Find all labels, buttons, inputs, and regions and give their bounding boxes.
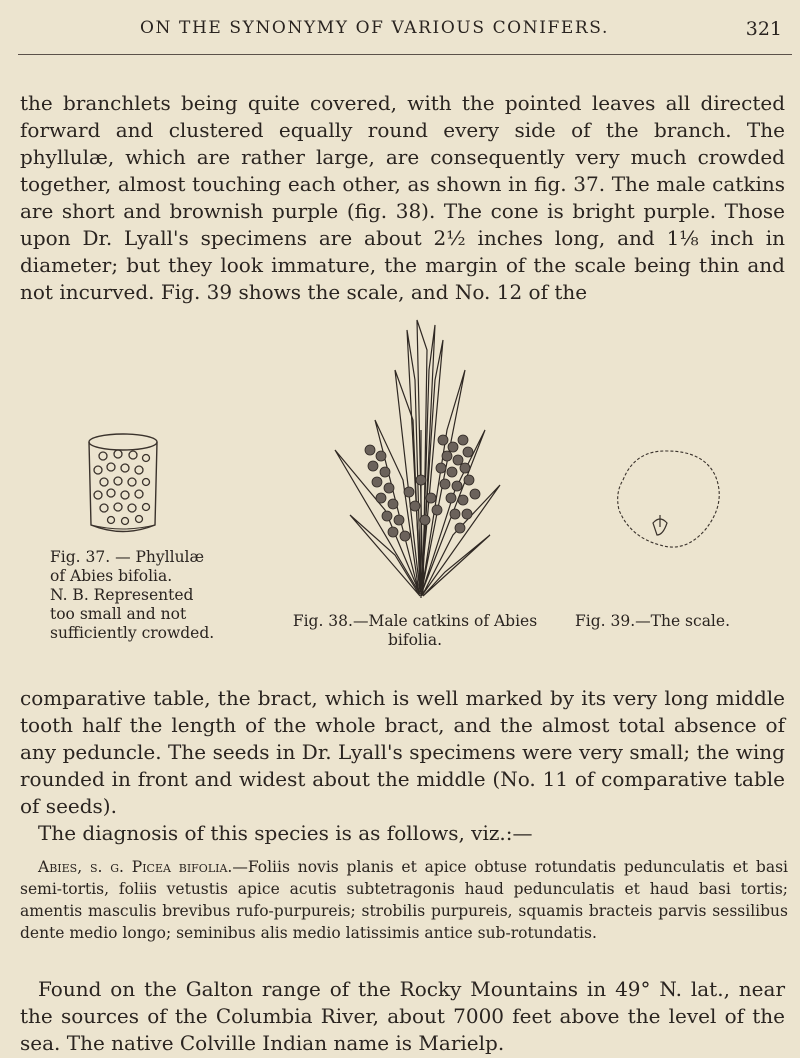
diagnosis-text: —Foliis novis planis et apice obtuse rotundatis pedunculatis et basi semi-tortis, foliis vetustis apice acutis subtetragonis haud pedunculatis et haud basi tortis; amentis masculis brevibus rufo-purpureis; strobilis purpureis, squamis bracteis parvis sessilibus dente medio longo; seminibus alis medio latissimis antice sub-rotundatis.: [20, 857, 789, 942]
fig38-caption-line: Fig. 38.—Male catkins of Abies: [292, 612, 538, 630]
paragraph-mid: comparative table, the bract, which is well marked by its very long middle tooth half the length of the whole bract, and the almost total absence of any peduncle. The seeds in Dr. Lyall's specimens were very small; the wing rounded in front and widest about the middle (No. 11 of comparative table of seeds).: [20, 686, 785, 818]
page-number: 321: [745, 18, 782, 40]
fig37-caption-line: sufficiently crowded.: [50, 624, 215, 642]
running-title: ON THE SYNONYMY OF VARIOUS CONIFERS.: [140, 18, 609, 38]
phyllulae-drawing: [78, 430, 168, 538]
fig37-caption-line: N. B. Represented: [50, 586, 194, 604]
scale-drawing: [605, 445, 730, 565]
fig37-caption-line: of Abies bifolia.: [50, 567, 173, 585]
fig37-caption: [50, 548, 250, 643]
fig37-illustration: [78, 430, 168, 538]
fig38-illustration: [325, 310, 510, 600]
diagnosis-name: Abies, s. g. Picea bifolia.: [38, 857, 233, 876]
header-rule: [18, 54, 792, 55]
fig37-caption-line: too small and not: [50, 605, 187, 623]
paragraph-top: the branchlets being quite covered, with the pointed leaves all directed forward and clustered equally round every side of the branch. The phyllulæ, which are rather large, are consequently very much crowded together, almost touching each other, as shown in fig. 37. The male catkins are short and brownish purple (fig. 38). The cone is bright purple. Those upon Dr. Lyall's specimens are about 2½ inches long, and 1⅛ inch in diameter; but they look immature, the margin of the scale being thin and not incurved. Fig. 39 shows the scale, and No. 12 of the: [20, 91, 785, 304]
fig37-caption-line: Fig. 37. — Phyllulæ: [50, 548, 205, 566]
fig38-caption-line: bifolia.: [387, 631, 443, 649]
fig39-illustration: [605, 445, 730, 565]
fig38-caption: [270, 612, 560, 650]
running-head: [0, 14, 800, 42]
male-catkins-drawing: [325, 310, 510, 600]
paragraph-bottom: Found on the Galton range of the Rocky Mountains in 49° N. lat., near the sources of the Columbia River, about 7000 feet above the level of the sea. The native Colville Indian name is Marielp.: [20, 977, 785, 1055]
diagnosis-intro: The diagnosis of this species is as follows, viz.:—: [38, 821, 533, 845]
diagnosis-latin: [20, 856, 788, 944]
fig39-caption: Fig. 39.—The scale.: [575, 612, 730, 630]
